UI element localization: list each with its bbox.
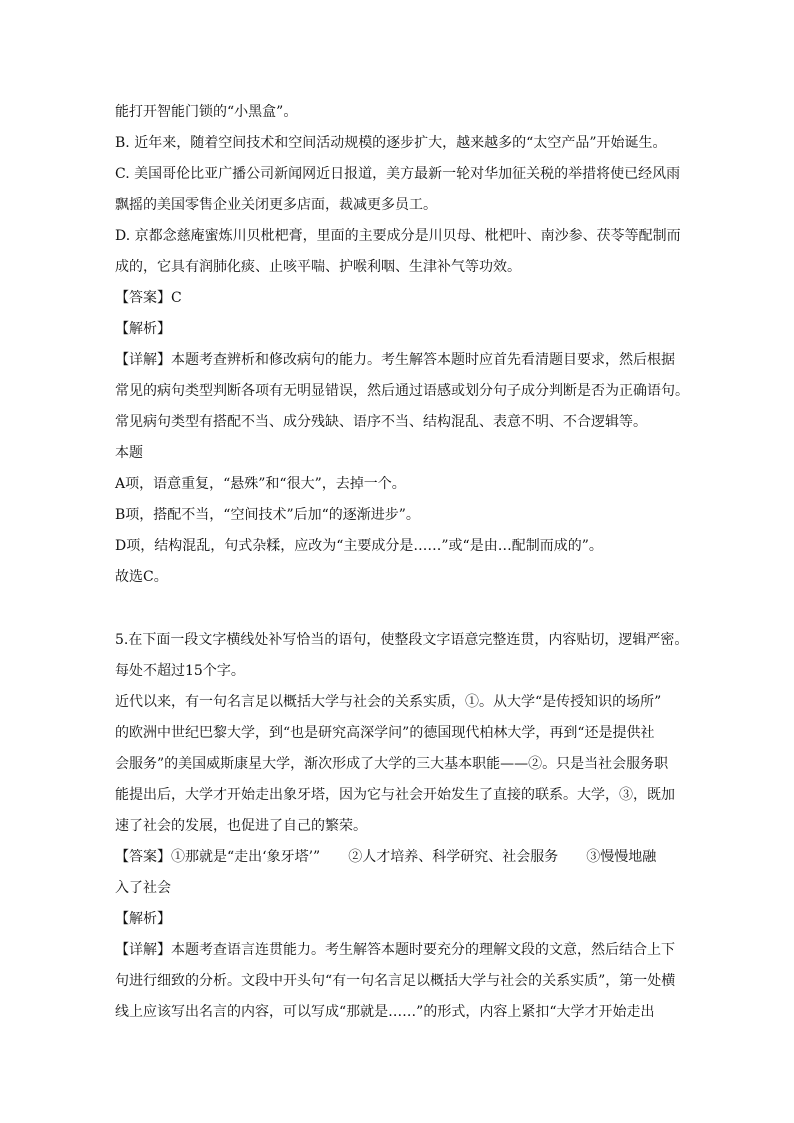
analysis-label: 【解析】 bbox=[115, 911, 171, 927]
passage-line: 速了社会的发展，也促进了自己的繁荣。 bbox=[115, 818, 367, 834]
analysis-label: 【解析】 bbox=[115, 321, 171, 337]
text-line: 入了社会 bbox=[115, 880, 171, 896]
text-line: 本题 bbox=[115, 445, 143, 461]
text-line: 能打开智能门锁的“小黑盒”。 bbox=[115, 104, 298, 120]
text-line: 常见的病句类型判断各项有无明显错误，然后通过语感或划分句子成分判断是否为正确语句。 bbox=[115, 383, 689, 399]
detail-line: 【详解】本题考查语言连贯能力。考生解答本题时要充分的理解文段的文意，然后结合上下 bbox=[115, 942, 675, 958]
text-line: 每处不超过15个字。 bbox=[115, 663, 245, 679]
answer-line: 【答案】①那就是“走出‘象牙塔’” ②人才培养、科学研究、社会服务 ③慢慢地融 bbox=[115, 849, 657, 865]
detail-line: 【详解】本题考查辨析和修改病句的能力。考生解答本题时应首先看清题目要求，然后根据 bbox=[115, 352, 675, 368]
option-d-line: D. 京都念慈庵蜜炼川贝枇杷膏，里面的主要成分是川贝母、枇杷叶、南沙参、茯苓等配制而 bbox=[115, 228, 681, 244]
explanation-d: D项，结构混乱，句式杂糅，应改为“主要成分是……”或“是由…配制而成的”。 bbox=[115, 538, 603, 554]
text-line: 成的，它具有润肺化痰、止咳平喘、护喉利咽、生津补气等功效。 bbox=[115, 259, 521, 275]
passage-line: 的欧洲中世纪巴黎大学，到“也是研究高深学问”的德国现代柏林大学，再到“还是提供社 bbox=[115, 725, 655, 741]
passage-line: 能提出后，大学才开始走出象牙塔，因为它与社会开始发生了直接的联系。大学，③，既加 bbox=[115, 787, 675, 803]
option-b-line: B. 近年来，随着空间技术和空间活动规模的逐步扩大，越来越多的“太空产品”开始诞生。 bbox=[115, 135, 667, 151]
explanation-b: B项，搭配不当，“空间技术”后加“的逐渐进步”。 bbox=[115, 507, 420, 523]
question-5-line: 5.在下面一段文字横线处补写恰当的语句，使整段文字语意完整连贯，内容贴切，逻辑严密。 bbox=[115, 632, 689, 648]
text-line: 飘摇的美国零售企业关闭更多店面，裁减更多员工。 bbox=[115, 197, 437, 213]
text-line: 句进行细致的分析。文段中开头句“有一句名言足以概括大学与社会的关系实质”，第一处横 bbox=[115, 973, 676, 989]
passage-line: 会服务”的美国威斯康星大学，渐次形成了大学的三大基本职能——②。只是当社会服务职 bbox=[115, 756, 669, 772]
text-line: 线上应该写出名言的内容，可以写成“那就是……”的形式，内容上紧扣“大学才开始走出 bbox=[115, 1004, 655, 1020]
answer-label: 【答案】C bbox=[115, 290, 182, 306]
text-line: 常见病句类型有搭配不当、成分残缺、语序不当、结构混乱、表意不明、不合逻辑等。 bbox=[115, 414, 647, 430]
passage-line: 近代以来，有一句名言足以概括大学与社会的关系实质，①。从大学“是传授知识的场所” bbox=[115, 694, 662, 710]
option-c-line: C. 美国哥伦比亚广播公司新闻网近日报道，美方最新一轮对华加征关税的举措将使已经风雨 bbox=[115, 166, 681, 182]
choice-line: 故选C。 bbox=[115, 569, 168, 585]
explanation-a: A项，语意重复，“悬殊”和“很大”，去掉一个。 bbox=[115, 476, 406, 492]
